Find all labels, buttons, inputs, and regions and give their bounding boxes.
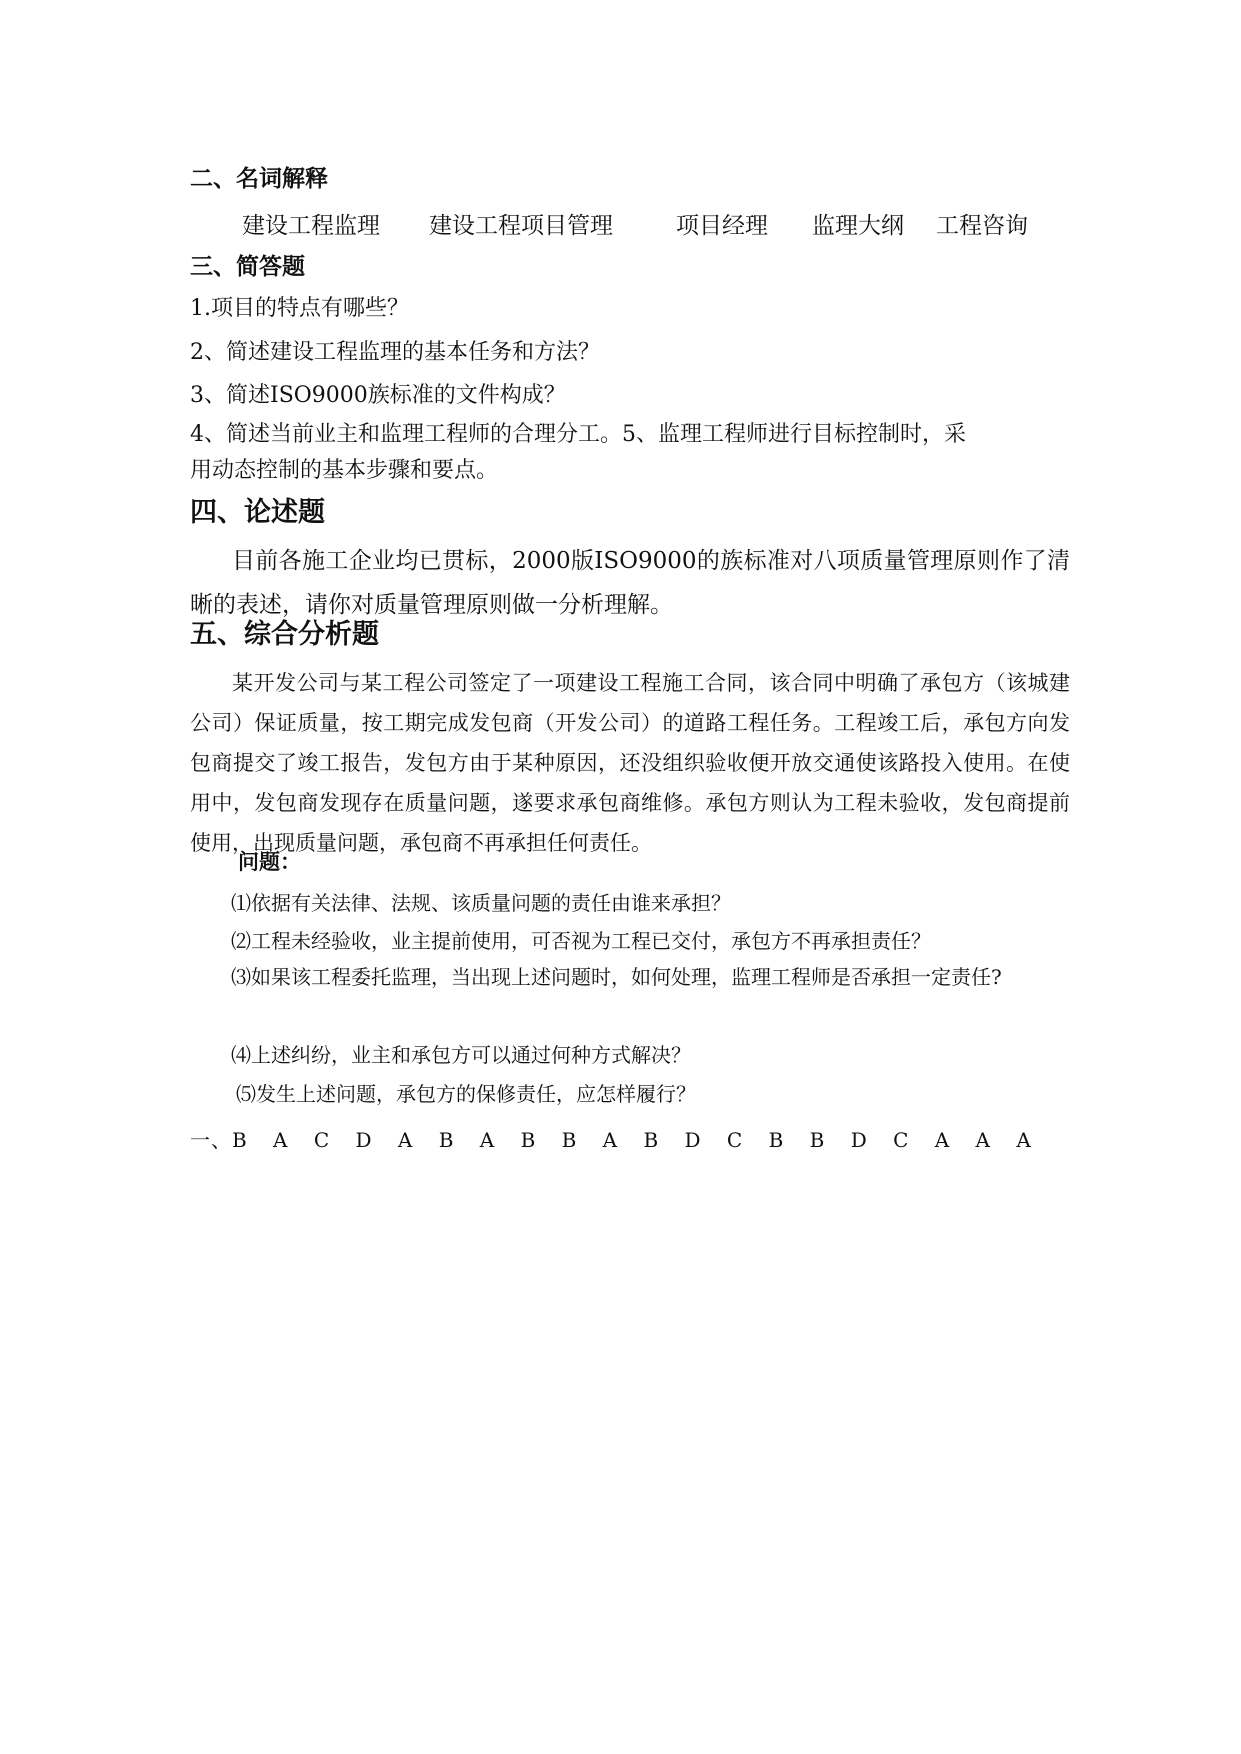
answer-key: 一、B A C D A B A B B A B D C B B D C A A A — [190, 1128, 1032, 1152]
case-question-5: ⑸发生上述问题，承包方的保修责任，应怎样履行？ — [236, 1082, 696, 1106]
case-question-1: ⑴依据有关法律、法规、该质量问题的责任由谁来承担？ — [231, 891, 731, 915]
case-question-2: ⑵工程未经验收，业主提前使用，可否视为工程已交付，承包方不再承担责任？ — [231, 929, 931, 953]
term-5: 工程咨询 — [936, 213, 1028, 239]
term-3: 项目经理 — [676, 213, 768, 239]
section-4-heading: 四、论述题 — [190, 497, 325, 528]
section-2-heading: 二、名词解释 — [190, 166, 328, 192]
section-3-heading: 三、简答题 — [190, 254, 305, 280]
case-question-3: ⑶如果该工程委托监理，当出现上述问题时，如何处理，监理工程师是否承担一定责任? — [231, 965, 1002, 989]
questions-heading: 问题： — [238, 850, 301, 874]
essay-question: 目前各施工企业均已贯标，2000版ISO9000的族标准对八项质量管理原则作了清晰的表述，请你对质量管理原则做一分析理解。 — [190, 548, 1070, 618]
term-2: 建设工程项目管理 — [429, 213, 613, 239]
short-answer-4-5: 4、简述当前业主和监理工程师的合理分工。5、监理工程师进行目标控制时，采 — [190, 422, 966, 447]
section-5-heading: 五、综合分析题 — [190, 619, 379, 650]
term-4: 监理大纲 — [812, 213, 904, 239]
short-answer-1: 1.项目的特点有哪些？ — [190, 296, 409, 321]
short-answer-5-cont: 用动态控制的基本步骤和要点。 — [190, 458, 499, 483]
case-question-4: ⑷上述纠纷，业主和承包方可以通过何种方式解决？ — [231, 1043, 691, 1067]
term-1: 建设工程监理 — [242, 213, 380, 239]
short-answer-3: 3、简述ISO9000族标准的文件构成？ — [190, 383, 566, 408]
case-description: 某开发公司与某工程公司签定了一项建设工程施工合同，该合同中明确了承包方（该城建公司）保证质量，按工期完成发包商（开发公司）的道路工程任务。工程竣工后，承包方向发包商提交了竣工报告，发包方由于某种原因，还没组织验收便开放交通使该路投入使用。在使用中，发包商发现存在质量问题，遂要求承包商维修。承包方则认为工程未验收，发包商提前使用，出现质量问题，承包商不再承担任何责任。 — [190, 671, 1070, 855]
short-answer-2: 2、简述建设工程监理的基本任务和方法？ — [190, 340, 600, 365]
